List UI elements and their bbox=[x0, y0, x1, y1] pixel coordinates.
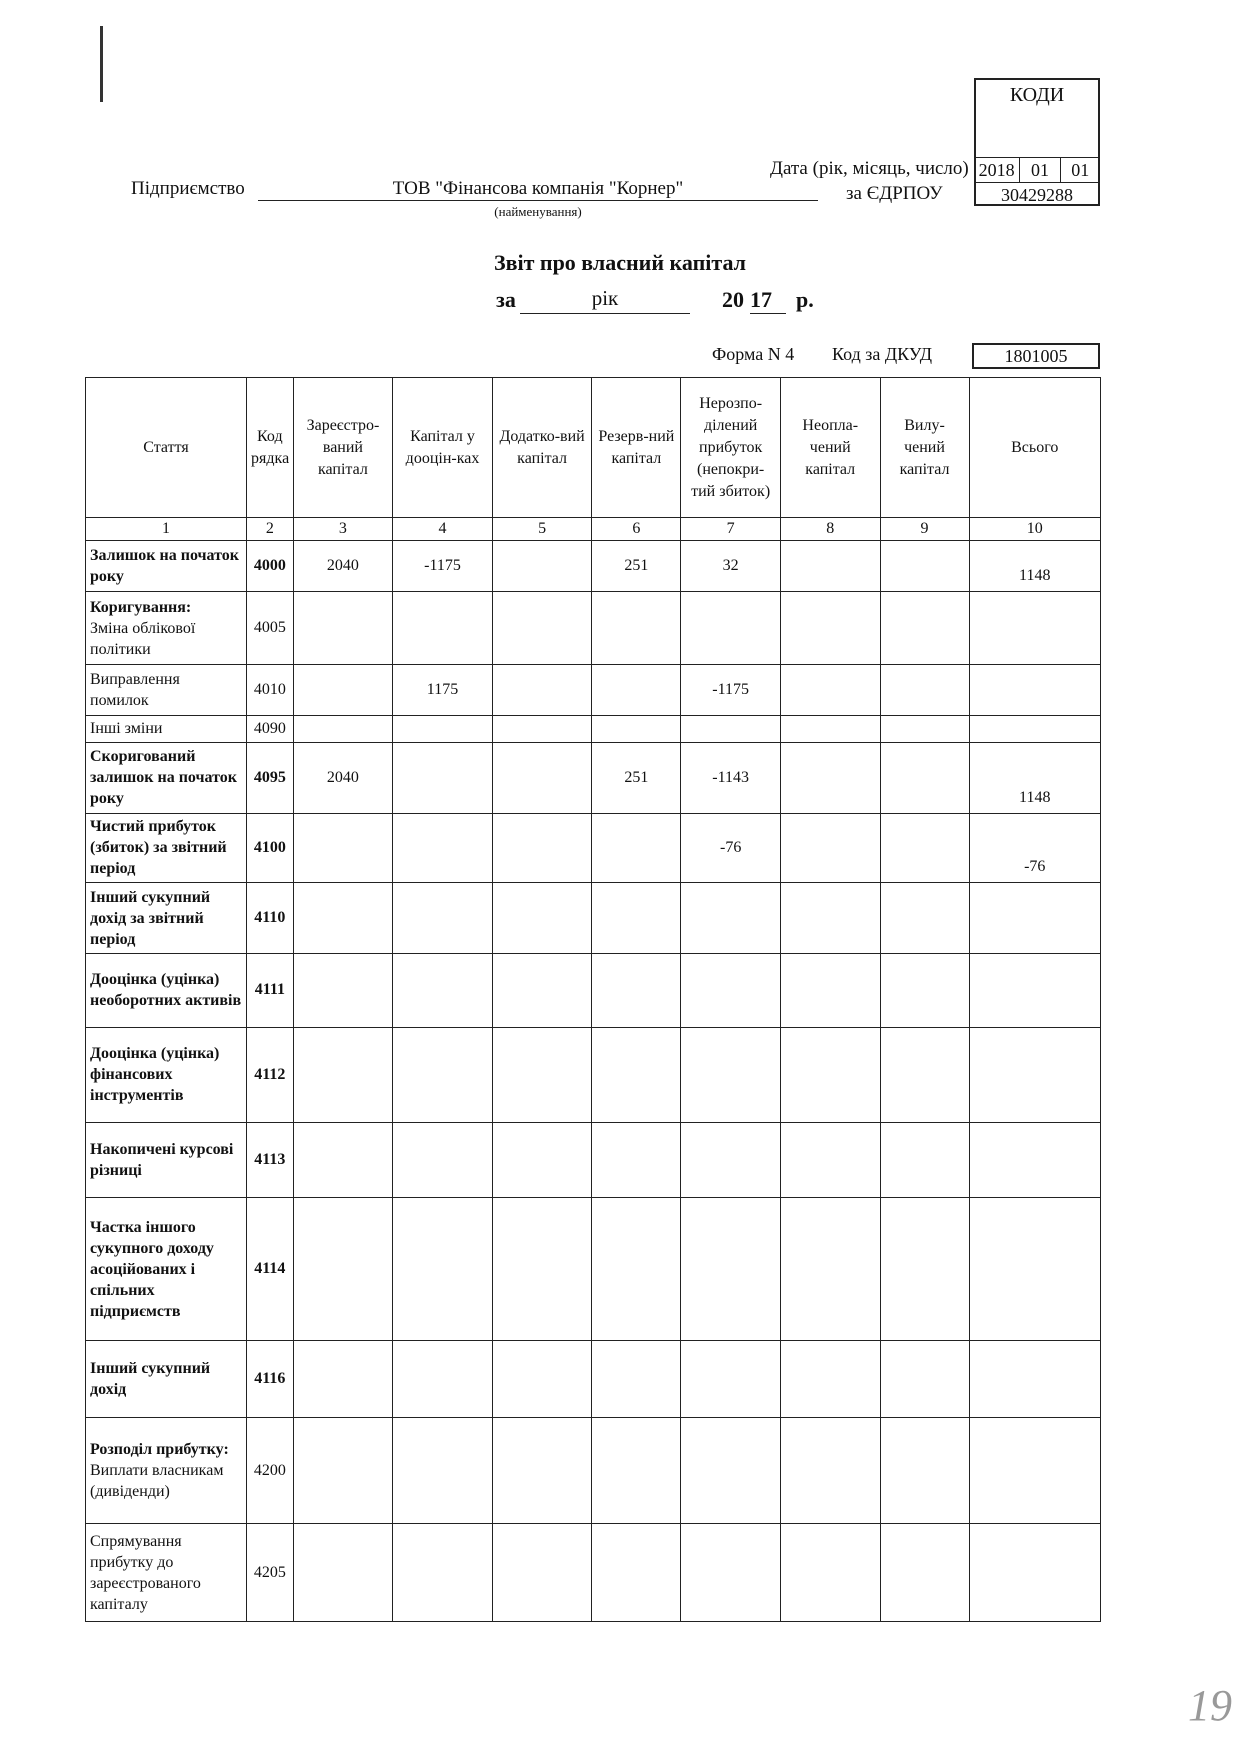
edrpou-code: 30429288 bbox=[974, 182, 1100, 207]
row-code: 4090 bbox=[247, 716, 294, 742]
row-label: Залишок на початок року bbox=[86, 541, 247, 592]
col-number: 5 bbox=[492, 518, 592, 541]
dkud-label: Код за ДКУД bbox=[832, 344, 932, 364]
col-number: 6 bbox=[592, 518, 681, 541]
header-retained: Нерозпо-ділений прибуток (непокри-тий збиток) bbox=[681, 378, 781, 518]
col-number: 9 bbox=[880, 518, 969, 541]
table-row bbox=[86, 1123, 1101, 1198]
table-row bbox=[86, 716, 1101, 742]
table-row bbox=[86, 1027, 1101, 1123]
row-code: 4005 bbox=[247, 591, 294, 664]
table-row bbox=[86, 1418, 1101, 1524]
table-row bbox=[86, 1198, 1101, 1341]
year-underline bbox=[750, 313, 786, 314]
equity-table bbox=[85, 377, 1101, 1622]
row-label: Спрямування прибутку до зареєстрованого капіталу bbox=[86, 1524, 247, 1622]
col-number: 4 bbox=[393, 518, 493, 541]
header-registered: Зареєстро-ваний капітал bbox=[293, 378, 393, 518]
year-suffix: 17 bbox=[750, 287, 772, 312]
row-code: 4113 bbox=[247, 1123, 294, 1198]
row-label bbox=[86, 591, 247, 664]
col-number: 10 bbox=[969, 518, 1101, 541]
page-mark: 19 bbox=[1188, 1681, 1232, 1730]
header-additional: Додатко-вий капітал bbox=[492, 378, 592, 518]
cell-retained: -1175 bbox=[681, 665, 781, 716]
table-row bbox=[86, 1524, 1101, 1622]
cell-reserve: 251 bbox=[592, 541, 681, 592]
table-row bbox=[86, 813, 1101, 882]
header-code: Код рядка bbox=[247, 378, 294, 518]
row-label: Скоригований залишок на початок року bbox=[86, 742, 247, 813]
header-total: Всього bbox=[969, 378, 1101, 518]
table-row bbox=[86, 665, 1101, 716]
header-article: Стаття bbox=[86, 378, 247, 518]
table-row bbox=[86, 954, 1101, 1027]
col-number: 7 bbox=[681, 518, 781, 541]
row-label: Дооцінка (уцінка) фінансових інструментів bbox=[86, 1027, 247, 1123]
row-label: Частка іншого сукупного доходу асоційованих і спільних підприємств bbox=[86, 1198, 247, 1341]
cell-reserve: 251 bbox=[592, 742, 681, 813]
column-numbers-row bbox=[86, 518, 1101, 541]
row-label bbox=[86, 1418, 247, 1524]
col-number: 3 bbox=[293, 518, 393, 541]
codes-title: КОДИ bbox=[1009, 84, 1065, 106]
header-reserve: Резерв-ний капітал bbox=[592, 378, 681, 518]
company-name: ТОВ "Фінансова компанія "Корнер" bbox=[392, 178, 684, 199]
year-prefix: 20 bbox=[722, 287, 744, 312]
table-row bbox=[86, 541, 1101, 592]
row-label-heading: Розподіл прибутку: bbox=[90, 1441, 229, 1459]
dkud-code: 1801005 bbox=[972, 343, 1100, 369]
cell-total: 1148 bbox=[969, 742, 1101, 813]
period-word: рік bbox=[591, 286, 619, 310]
date-label: Дата (рік, місяць, число) bbox=[770, 158, 969, 179]
row-label: Інший сукупний дохід за звітний період bbox=[86, 882, 247, 953]
date-year: 2018 bbox=[974, 158, 1020, 183]
date-month: 01 bbox=[1020, 158, 1060, 183]
cell-retained: -1143 bbox=[681, 742, 781, 813]
header-withdrawn: Вилу-чений капітал bbox=[880, 378, 969, 518]
form-label: Форма N 4 bbox=[712, 344, 795, 364]
row-label: Інші зміни bbox=[86, 716, 247, 742]
table-row bbox=[86, 1340, 1101, 1417]
table-row bbox=[86, 882, 1101, 953]
row-label: Дооцінка (уцінка) необоротних активів bbox=[86, 954, 247, 1027]
cell-registered: 2040 bbox=[293, 742, 393, 813]
cell-total: -76 bbox=[969, 813, 1101, 882]
row-code: 4114 bbox=[247, 1198, 294, 1341]
date-day: 01 bbox=[1071, 160, 1090, 180]
cell-registered: 2040 bbox=[293, 541, 393, 592]
company-name-caption: (найменування) bbox=[494, 204, 582, 219]
report-title: Звіт про власний капітал bbox=[493, 250, 746, 275]
header-revaluation: Капітал у дооцін-ках bbox=[393, 378, 493, 518]
year-end: р. bbox=[796, 287, 814, 312]
cell-retained: -76 bbox=[681, 813, 781, 882]
row-sublabel: Зміна облікової політики bbox=[90, 619, 196, 658]
cell-revaluation: 1175 bbox=[393, 665, 493, 716]
row-code: 4205 bbox=[247, 1524, 294, 1622]
row-label: Інший сукупний дохід bbox=[86, 1340, 247, 1417]
cell-unpaid bbox=[780, 541, 880, 592]
company-label: Підприємство bbox=[131, 178, 245, 199]
cell-withdrawn bbox=[880, 541, 969, 592]
col-number: 1 bbox=[86, 518, 247, 541]
row-code: 4010 bbox=[247, 665, 294, 716]
table-row bbox=[86, 591, 1101, 664]
row-label-heading: Коригування: bbox=[90, 598, 192, 616]
row-label: Накопичені курсові різниці bbox=[86, 1123, 247, 1198]
row-label: Чистий прибуток (збиток) за звітний період bbox=[86, 813, 247, 882]
cell-revaluation: -1175 bbox=[393, 541, 493, 592]
row-code: 4116 bbox=[247, 1340, 294, 1417]
cell-retained: 32 bbox=[681, 541, 781, 592]
col-number: 8 bbox=[780, 518, 880, 541]
row-code: 4112 bbox=[247, 1027, 294, 1123]
header-row bbox=[86, 378, 1101, 518]
period-prefix: за bbox=[496, 287, 516, 312]
cell-additional bbox=[492, 541, 592, 592]
cell-total: 1148 bbox=[969, 541, 1101, 592]
date-cells bbox=[974, 157, 1100, 183]
margin-mark bbox=[100, 26, 103, 102]
table-row bbox=[86, 742, 1101, 813]
row-code: 4100 bbox=[247, 813, 294, 882]
col-number: 2 bbox=[247, 518, 294, 541]
row-code: 4110 bbox=[247, 882, 294, 953]
company-underline bbox=[258, 200, 818, 201]
row-label: Виправлення помилок bbox=[86, 665, 247, 716]
edrpou-label: за ЄДРПОУ bbox=[846, 183, 943, 204]
period-underline bbox=[520, 313, 690, 314]
row-code: 4095 bbox=[247, 742, 294, 813]
row-code: 4000 bbox=[247, 541, 294, 592]
row-code: 4200 bbox=[247, 1418, 294, 1524]
row-code: 4111 bbox=[247, 954, 294, 1027]
row-sublabel: Виплати власникам (дивіденди) bbox=[90, 1462, 224, 1501]
header-unpaid: Неопла-чений капітал bbox=[780, 378, 880, 518]
